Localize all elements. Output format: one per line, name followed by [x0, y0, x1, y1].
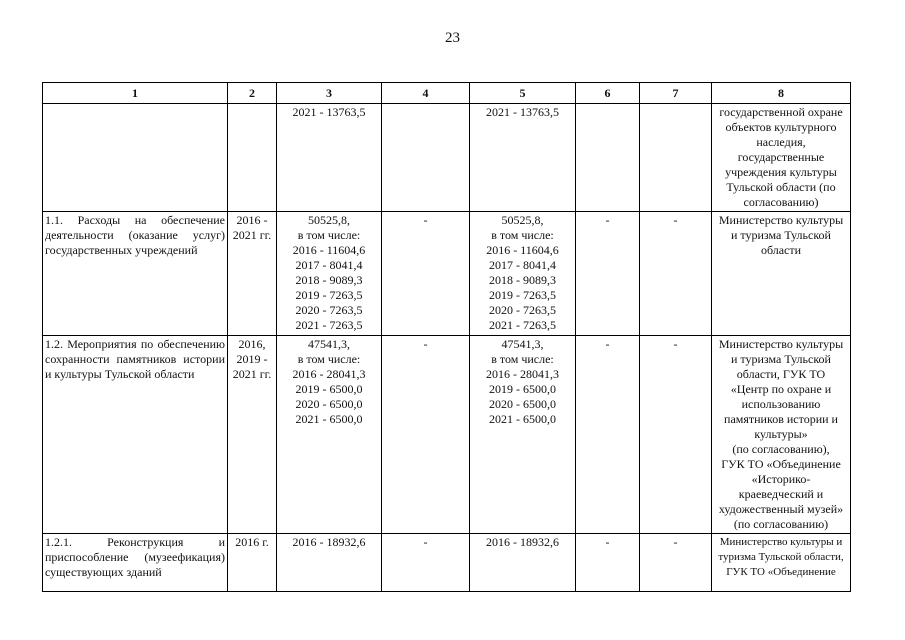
cell-line: 2020 - 6500,0 [295, 397, 363, 411]
cell-line: 2019 - 6500,0 [295, 382, 363, 396]
cell-col-8 [712, 336, 851, 534]
cell-line: туризма Тульской области, [718, 551, 844, 563]
cell-col-2 [228, 104, 277, 212]
header-col-5: 5 [470, 83, 576, 104]
cell-line: в том числе: [297, 352, 361, 366]
cell-line: 2018 - 9089,3 [295, 273, 363, 287]
cell-line: 50525,8, [308, 213, 350, 227]
cell-col-6 [576, 534, 640, 592]
item-description: 1.2. Мероприятия по обеспечению сохранности памятников истории и культуры Тульской области [45, 337, 225, 381]
cell-line: культуры» [754, 427, 808, 441]
cell-line: наследия, [756, 135, 806, 149]
cell-line: 2021 гг. [232, 228, 272, 242]
cell-col-3 [277, 212, 382, 336]
cell-col-6 [576, 336, 640, 534]
cell-col-3 [277, 104, 382, 212]
cell-line: 2016 - 11604,6 [292, 243, 366, 257]
cell-line: 2016 - 18932,6 [292, 535, 366, 549]
table-row [43, 336, 851, 534]
cell-line: государственные [737, 150, 825, 164]
cell-line: 47541,3, [501, 337, 544, 351]
cell-line: Тульской области (по [726, 180, 836, 194]
cell-line: 2016 - 28041,3 [292, 367, 366, 381]
cell-line: 2021 гг. [232, 367, 272, 381]
cell-col-6 [576, 212, 640, 336]
cell-line: 2021 - 6500,0 [489, 412, 556, 426]
cell-col-3 [277, 336, 382, 534]
cell-line: 47541,3, [308, 337, 350, 351]
cell-col-1 [43, 212, 228, 336]
cell-col-4 [382, 212, 470, 336]
cell-line: 2020 - 6500,0 [489, 397, 556, 411]
header-col-6: 6 [576, 83, 640, 104]
cell-line: 2016 г. [235, 535, 269, 549]
table-row [43, 534, 851, 592]
cell-line: художественный музей» [718, 502, 844, 516]
cell-value: - [673, 213, 678, 227]
cell-line: использованию [741, 397, 821, 411]
cell-line: согласованию) [743, 195, 819, 209]
cell-col-4 [382, 336, 470, 534]
cell-line: 2019 - 7263,5 [295, 288, 363, 302]
cell-col-5 [470, 104, 576, 212]
cell-line: 2016 - 11604,6 [486, 243, 559, 257]
item-description: 1.1. Расходы на обеспечение деятельности (оказание услуг) государственных учреждений [45, 213, 225, 257]
cell-line: 2021 - 7263,5 [489, 318, 556, 332]
cell-col-2 [228, 212, 277, 336]
cell-line: ГУК ТО «Объединение [726, 566, 836, 578]
cell-line: Министерство культуры и [719, 536, 843, 548]
cell-value: - [423, 213, 428, 227]
cell-value: - [605, 337, 610, 351]
cell-line: 2021 - 13763,5 [292, 105, 366, 119]
cell-line: 2016 - 28041,3 [486, 367, 559, 381]
cell-col-5 [470, 336, 576, 534]
cell-col-7 [640, 104, 712, 212]
cell-line: 2016 - [236, 213, 268, 227]
header-row [43, 83, 851, 104]
cell-line: 2019 - [236, 352, 268, 366]
header-col-7: 7 [640, 83, 712, 104]
cell-col-8 [712, 534, 851, 592]
cell-line: и туризма Тульской [731, 352, 831, 366]
cell-value: - [605, 213, 610, 227]
cell-col-6 [576, 104, 640, 212]
cell-line: «Историко- [751, 472, 811, 486]
cell-line: в том числе: [491, 228, 554, 242]
cell-line: 2020 - 7263,5 [295, 303, 363, 317]
cell-value: - [605, 535, 610, 549]
table-row [43, 104, 851, 212]
cell-line: 2017 - 8041,4 [295, 258, 363, 272]
header-col-1: 1 [43, 83, 228, 104]
cell-value: - [423, 337, 428, 351]
cell-col-4 [382, 104, 470, 212]
cell-line: 2020 - 7263,5 [489, 303, 556, 317]
cell-line: 2019 - 6500,0 [489, 382, 556, 396]
item-description: 1.2.1. Реконструкция и приспособление (музеефикация) существующих зданий [45, 535, 225, 579]
cell-col-1 [43, 336, 228, 534]
cell-col-8 [712, 104, 851, 212]
cell-line: 2021 - 7263,5 [295, 318, 363, 332]
cell-line: государственной охране [719, 105, 843, 119]
cell-line: 2017 - 8041,4 [489, 258, 556, 272]
cell-line: (по согласованию) [733, 517, 829, 531]
budget-table [42, 82, 851, 592]
cell-col-7 [640, 212, 712, 336]
cell-line: 2016 - 18932,6 [486, 535, 559, 549]
cell-col-7 [640, 534, 712, 592]
cell-line: краеведческий и [738, 487, 824, 501]
cell-line: области [760, 243, 802, 257]
cell-col-1 [43, 534, 228, 592]
cell-line: в том числе: [297, 228, 361, 242]
header-col-4: 4 [382, 83, 470, 104]
cell-line: Министерство культуры [718, 337, 844, 351]
table-row [43, 212, 851, 336]
cell-col-8 [712, 212, 851, 336]
header-col-8: 8 [712, 83, 851, 104]
cell-value: - [673, 535, 678, 549]
cell-line: 2019 - 7263,5 [489, 288, 556, 302]
cell-line: 2016, [238, 337, 266, 351]
header-col-3: 3 [277, 83, 382, 104]
cell-line: в том числе: [491, 352, 554, 366]
cell-line: «Центр по охране и [730, 382, 832, 396]
cell-col-1 [43, 104, 228, 212]
cell-line: и туризма Тульской [731, 228, 831, 242]
cell-line: 2021 - 6500,0 [295, 412, 363, 426]
cell-line: Министерство культуры [718, 213, 844, 227]
cell-value: - [673, 337, 678, 351]
table-body [43, 104, 851, 592]
cell-col-5 [470, 212, 576, 336]
cell-value: - [423, 535, 428, 549]
cell-line: объектов культурного [725, 120, 837, 134]
cell-line: 2021 - 13763,5 [486, 105, 559, 119]
cell-line: памятников истории и [724, 412, 838, 426]
cell-line: 2018 - 9089,3 [489, 273, 556, 287]
cell-col-3 [277, 534, 382, 592]
cell-col-4 [382, 534, 470, 592]
page-number: 23 [445, 30, 460, 46]
cell-line: области, ГУК ТО [736, 367, 826, 381]
cell-col-5 [470, 534, 576, 592]
header-col-2: 2 [228, 83, 277, 104]
cell-line: 50525,8, [501, 213, 544, 227]
cell-col-2 [228, 336, 277, 534]
cell-line: (по согласованию), [732, 442, 830, 456]
cell-line: учреждения культуры [725, 165, 837, 179]
cell-col-7 [640, 336, 712, 534]
cell-line: ГУК ТО «Объединение [721, 457, 841, 471]
cell-col-2 [228, 534, 277, 592]
